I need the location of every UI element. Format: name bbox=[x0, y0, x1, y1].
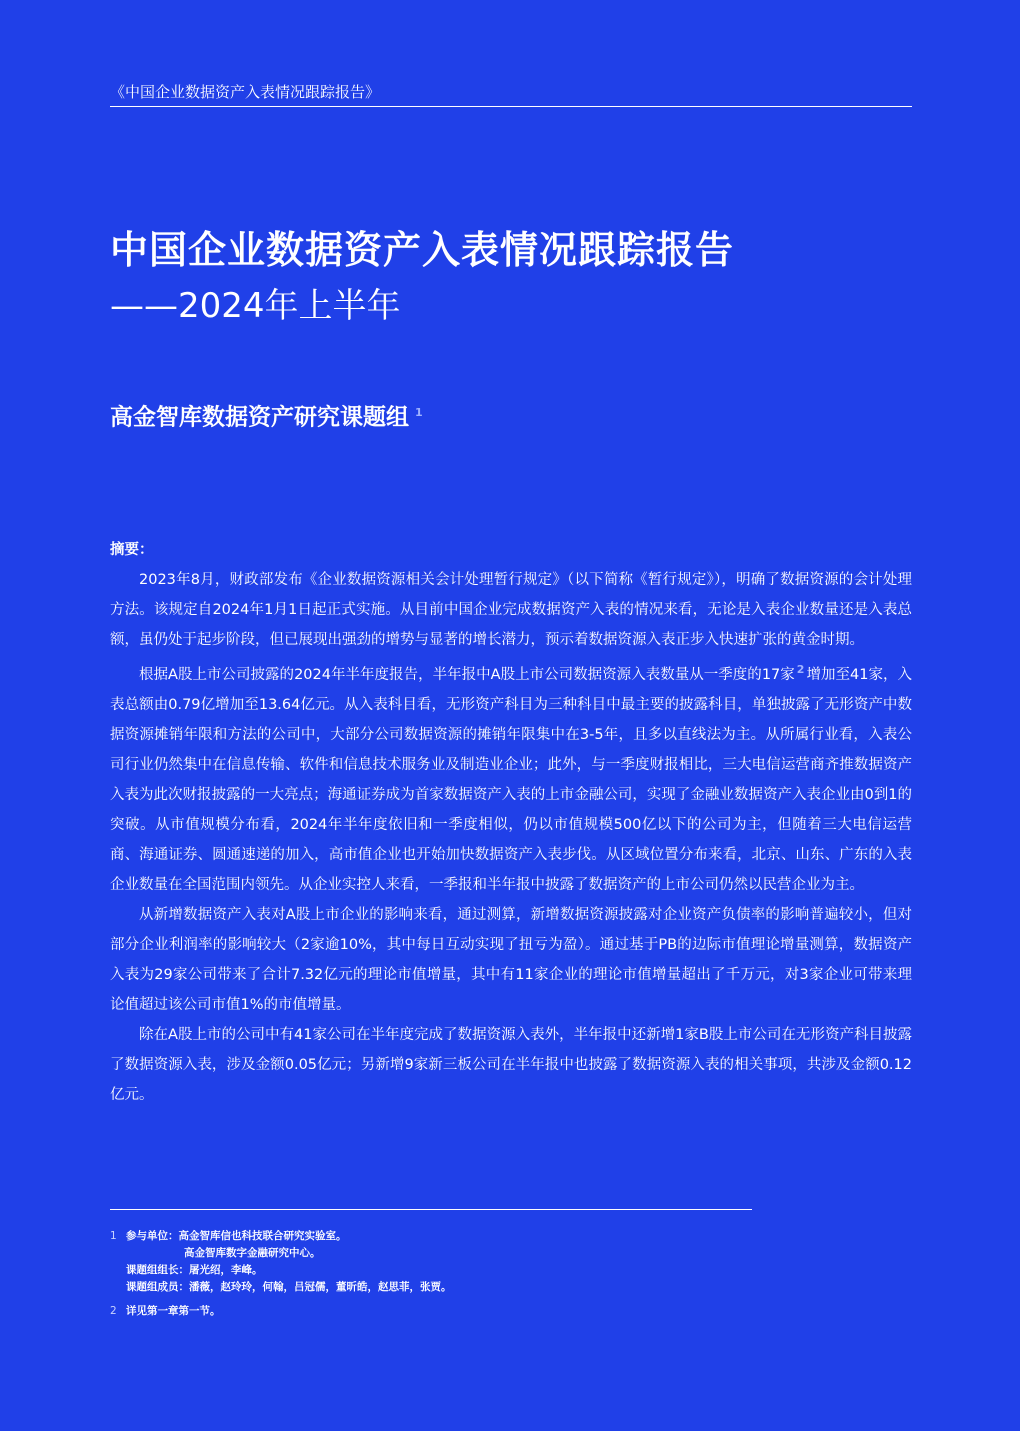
footnote-ref-2[interactable]: 2 bbox=[796, 663, 805, 676]
running-header-title: 《中国企业数据资产入表情况跟踪报告》 bbox=[110, 83, 381, 101]
author-line bbox=[110, 396, 423, 435]
abstract-paragraph-1: 2023年8月，财政部发布《企业数据资源相关会计处理暂行规定》（以下简称《暂行规定》），明确了数据资源的会计处理方法。该规定自2024年1月1日起正式实施。从目前中国企业完成数据资产入表的情况来看，无论是入表企业数量还是入表总额，虽仍处于起步阶段，但已展现出强劲的增势与显著的增长潜力，预示着数据资源入表正步入快速扩张的黄金时期。 bbox=[110, 572, 912, 648]
footnote-1-line-4: 课题组成员：潘薇，赵玲玲，何翰，吕冠儒，董昕皓，赵思菲，张贾。 bbox=[126, 1281, 452, 1293]
footnote-2-body bbox=[126, 1303, 221, 1320]
footnote-2 bbox=[110, 1303, 452, 1320]
abstract-paragraph-3: 从新增数据资产入表对A股上市企业的影响来看，通过测算，新增数据资源披露对企业资产负债率的影响普遍较小，但对部分企业利润率的影响较大（2家逾10%，其中每日互动实现了扭亏为盈）。通过基于PB的边际市值理论增量测算，数据资产入表为29家公司带来了合计7.32亿元的理论市值增量，其中有11家企业的理论市值增量超出了千万元，对3家企业可带来理论值超过该公司市值1%的市值增量。 bbox=[110, 906, 912, 1013]
footnote-2-line-1: 详见第一章第一节。 bbox=[126, 1305, 221, 1317]
footnote-1-line-3: 课题组组长：屠光绍，李峰。 bbox=[126, 1264, 263, 1276]
abstract-paragraph-2 bbox=[110, 655, 912, 900]
footnotes bbox=[110, 1228, 452, 1320]
author-name: 高金智库数据资产研究课题组 bbox=[110, 403, 409, 431]
report-subtitle: ——2024年上半年 bbox=[110, 286, 401, 326]
paragraph-2-text-b: 增加至41家，入表总额由0.79亿增加至13.64亿元。从入表科目看，无形资产科目为三种科目中最主要的披露科目，单独披露了无形资产中数据资源摊销年限和方法的公司中，大部分公司数据资源的摊销年限集中在3-5年，且多以直线法为主。从所属行业看，入表公司行业仍然集中在信息传输、软件和信息技术服务业及制造业企业；此外，与一季度财报相比，三大电信运营商齐推数据资产入表为此次财报披露的一大亮点；海通证券成为首家数据资产入表的上市金融公司，实现了金融业数据资产入表企业由0到1的突破。从市值规模分布看，2024年半年度依旧和一季度相似，仍以市值规模500亿以下的公司为主，但随着三大电信运营商、海通证券、圆通速递的加入，高市值企业也开始加快数据资产入表步伐。从区域位置分布来看，北京、山东、广东的入表企业数量在全国范围内领先。从企业实控人来看，一季报和半年报中披露了数据资产的上市公司仍然以民营企业为主。 bbox=[110, 666, 913, 893]
footnote-ref-1[interactable]: 1 bbox=[415, 406, 423, 419]
footnote-divider bbox=[110, 1209, 752, 1210]
abstract-paragraph-4: 除在A股上市的公司中有41家公司在半年度完成了数据资源入表外，半年报中还新增1家B股上市公司在无形资产科目披露了数据资源入表，涉及金额0.05亿元；另新增9家新三板公司在半年报中也披露了数据资源入表的相关事项，共涉及金额0.12亿元。 bbox=[110, 1026, 912, 1103]
abstract-label: 摘要： bbox=[110, 542, 154, 558]
footnote-2-number: 2 bbox=[110, 1305, 117, 1317]
footnote-1-body bbox=[126, 1228, 452, 1296]
footnote-1 bbox=[110, 1228, 452, 1296]
running-header bbox=[110, 82, 912, 107]
footnote-1-line-1: 参与单位：高金智库信也科技联合研究实验室。 bbox=[126, 1230, 347, 1242]
footnote-1-line-2: 高金智库数字金融研究中心。 bbox=[184, 1247, 321, 1259]
report-title: 中国企业数据资产入表情况跟踪报告 bbox=[110, 228, 735, 272]
abstract-section bbox=[110, 538, 912, 1110]
paragraph-2-text-a: 根据A股上市公司披露的2024年半年度报告，半年报中A股上市公司数据资源入表数量从一季度的17家 bbox=[139, 666, 795, 683]
footnote-1-number: 1 bbox=[110, 1230, 117, 1242]
